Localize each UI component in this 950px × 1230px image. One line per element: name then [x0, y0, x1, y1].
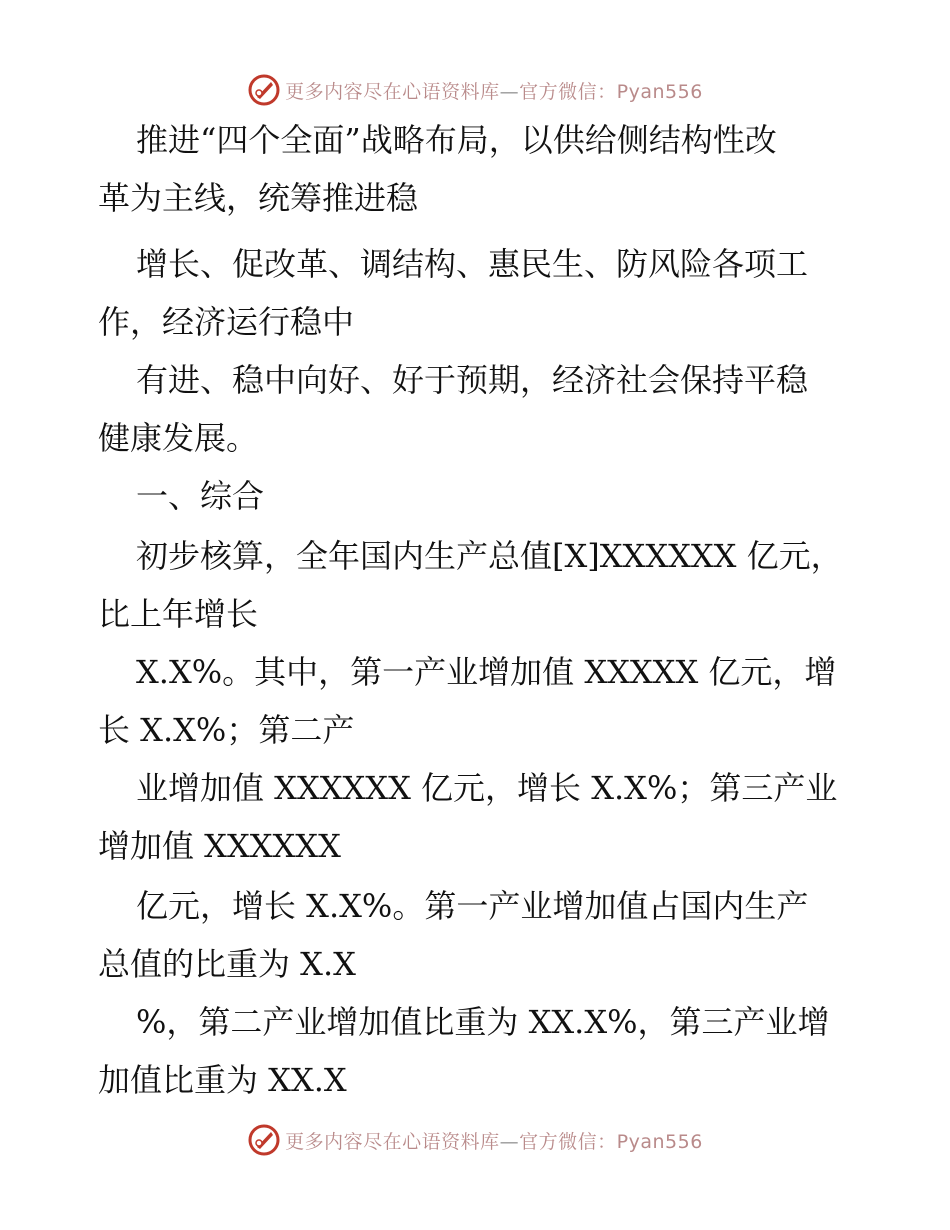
text-line: 亿元，增长 X.X%。第一产业增加值占国内生产	[136, 887, 809, 925]
watermark-text	[285, 1127, 703, 1154]
watermark-header	[0, 70, 950, 110]
watermark-main: 更多内容尽在心语资料库	[285, 80, 500, 103]
watermark-separator: —	[499, 1130, 520, 1153]
text-line: 业增加值 XXXXXX 亿元，增长 X.X%；第三产业	[136, 769, 838, 807]
watermark-separator: —	[499, 80, 520, 103]
watermark-footer	[0, 1120, 950, 1160]
text-line: 比上年增长	[98, 595, 259, 633]
text-line: 健康发展。	[98, 419, 259, 457]
watermark-main: 更多内容尽在心语资料库	[285, 1130, 500, 1153]
text-line: 初步核算，全年国内生产总值[X]XXXXXX 亿元，	[136, 537, 843, 575]
text-line: X.X%。其中，第一产业增加值 XXXXX 亿元，增	[136, 653, 837, 691]
text-line: 有进、稳中向好、好于预期，经济社会保持平稳	[136, 361, 809, 399]
watermark-contact: 官方微信：Pyan556	[519, 1130, 703, 1153]
section-heading: 一、综合	[136, 477, 265, 515]
text-line: 增长、促改革、调结构、惠民生、防风险各项工	[136, 245, 809, 283]
text-line: 推进“四个全面”战略布局，以供给侧结构性改	[136, 121, 777, 159]
watermark-contact: 官方微信：Pyan556	[519, 80, 703, 103]
text-line: 长 X.X%；第二产	[98, 711, 355, 749]
text-line: 作，经济运行稳中	[98, 303, 355, 341]
quill-logo-icon	[247, 1123, 281, 1157]
text-line: %，第二产业增加值比重为 XX.X%，第三产业增	[136, 1003, 830, 1041]
watermark-text	[285, 77, 703, 104]
text-line: 增加值 XXXXXX	[98, 827, 341, 865]
text-line: 总值的比重为 X.X	[98, 945, 356, 983]
text-line: 革为主线，统筹推进稳	[98, 179, 419, 217]
quill-logo-icon	[247, 73, 281, 107]
text-line: 加值比重为 XX.X	[98, 1061, 347, 1099]
